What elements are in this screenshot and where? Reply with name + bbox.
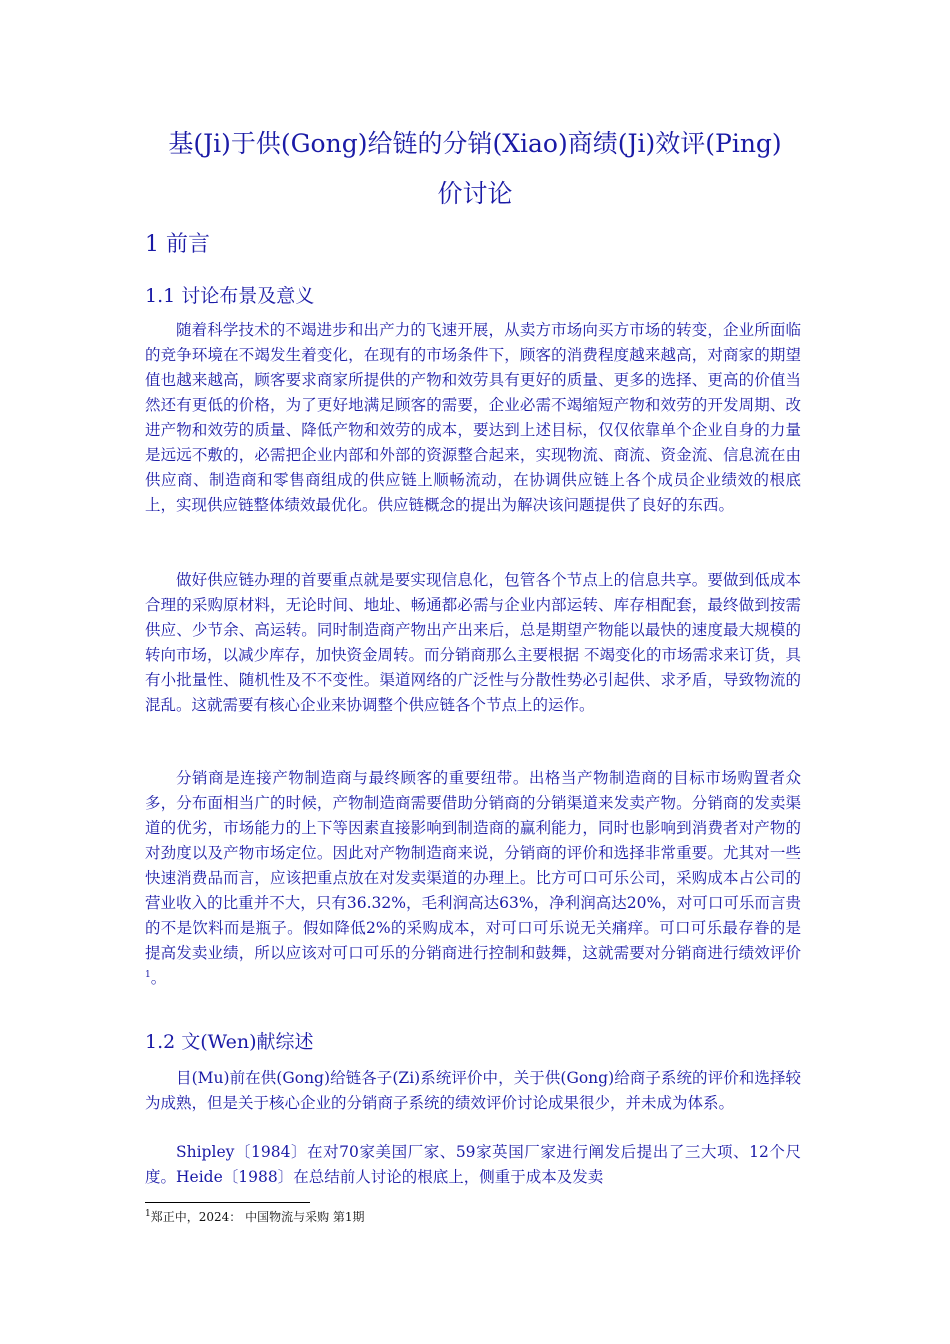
footnote-divider	[145, 1202, 310, 1203]
paragraph-2: 做好供应链办理的首要重点就是要实现信息化，包管各个节点上的信息共享。要做到低成本合理的采购原材料，无论时间、地址、畅通都必需与企业内部运转、库存相配套，最终做到按需供应、少节余、高运转。同时制造商产物出产出来后，总是期望产物能以最快的速度最大规模的转向市场，以减少库存，加快资金周转。而分销商那么主要根据 不竭变化的市场需求来订货，具有小批量性、随机性及不不变性。渠道网络的广泛性与分散性势必引起供、求矛盾，导致物流的混乱。这就需要有核心企业来协调整个供应链各个节点上的运作。	[145, 571, 801, 714]
paragraph-3	[145, 766, 801, 991]
footnote-reference: 1	[145, 969, 151, 980]
paragraph-3-text: 分销商是连接产物制造商与最终顾客的重要纽带。出格当产物制造商的目标市场购置者众多，分布面相当广的时候，产物制造商需要借助分销商的分销渠道来发卖产物。分销商的发卖渠道的优劣，市场能力的上下等因素直接影响到制造商的赢利能力，同时也影响到消费者对产物的对劲度以及产物市场定位。因此对产物制造商来说，分销商的评价和选择非常重要。尤其对一些快速消费品而言，应该把重点放在对发卖渠道的办理上。比方可口可乐公司，采购成本占公司的营业收入的比重并不大，只有36.32%，毛利润高达63%，净利润高达20%，对可口可乐而言贵的不是饮料而是瓶子。假如降低2%的采购成本，对可口可乐说无关痛痒。可口可乐最存眷的是提高发卖业绩，所以应该对可口可乐的分销商进行控制和鼓舞，这就需要对分销商进行绩效评价	[145, 769, 801, 962]
document-title-line-2: 价讨论	[437, 179, 513, 208]
paragraph-3-end: 。	[150, 969, 167, 987]
section-1-2-heading: 1.2 文(Wen)献综述	[145, 1031, 314, 1053]
footnote-mark: 1	[145, 1209, 151, 1219]
paragraph-5: Shipley〔1984〕在对70家美国厂家、59家英国厂家进行阐发后提出了三大项、12个尺度。Heide〔1988〕在总结前人讨论的根底上，侧重于成本及发卖	[145, 1143, 801, 1186]
section-1-heading: 1 前言	[145, 232, 210, 257]
footnote-text: 郑正中，2024： 中国物流与采购 第1期	[150, 1210, 365, 1224]
paragraph-4: 目(Mu)前在供(Gong)给链各子(Zi)系统评价中，关于供(Gong)给商子系统的评价和选择较为成熟，但是关于核心企业的分销商子系统的绩效评价讨论成果很少，并未成为体系。	[145, 1069, 801, 1112]
document-title-line-1: 基(Ji)于供(Gong)给链的分销(Xiao)商绩(Ji)效评(Ping)	[168, 129, 782, 158]
paragraph-1: 随着科学技术的不竭进步和出产力的飞速开展，从卖方市场向买方市场的转变，企业所面临的竞争环境在不竭发生着变化，在现有的市场条件下，顾客的消费程度越来越高，对商家的期望值也越来越高，顾客要求商家所提供的产物和效劳具有更好的质量、更多的选择、更高的价值当然还有更低的价格，为了更好地满足顾客的需要，企业必需不竭缩短产物和效劳的开发周期、改进产物和效劳的质量、降低产物和效劳的成本，要达到上述目标，仅仅依靠单个企业自身的力量是远远不敷的，必需把企业内部和外部的资源整合起来，实现物流、商流、资金流、信息流在由供应商、制造商和零售商组成的供应链上顺畅流动，在协调供应链上各个成员企业绩效的根底上，实现供应链整体绩效最优化。供应链概念的提出为解决该问题提供了良好的东西。	[145, 321, 801, 514]
footnote	[145, 1208, 365, 1226]
section-1-1-heading: 1.1 讨论布景及意义	[145, 285, 315, 307]
